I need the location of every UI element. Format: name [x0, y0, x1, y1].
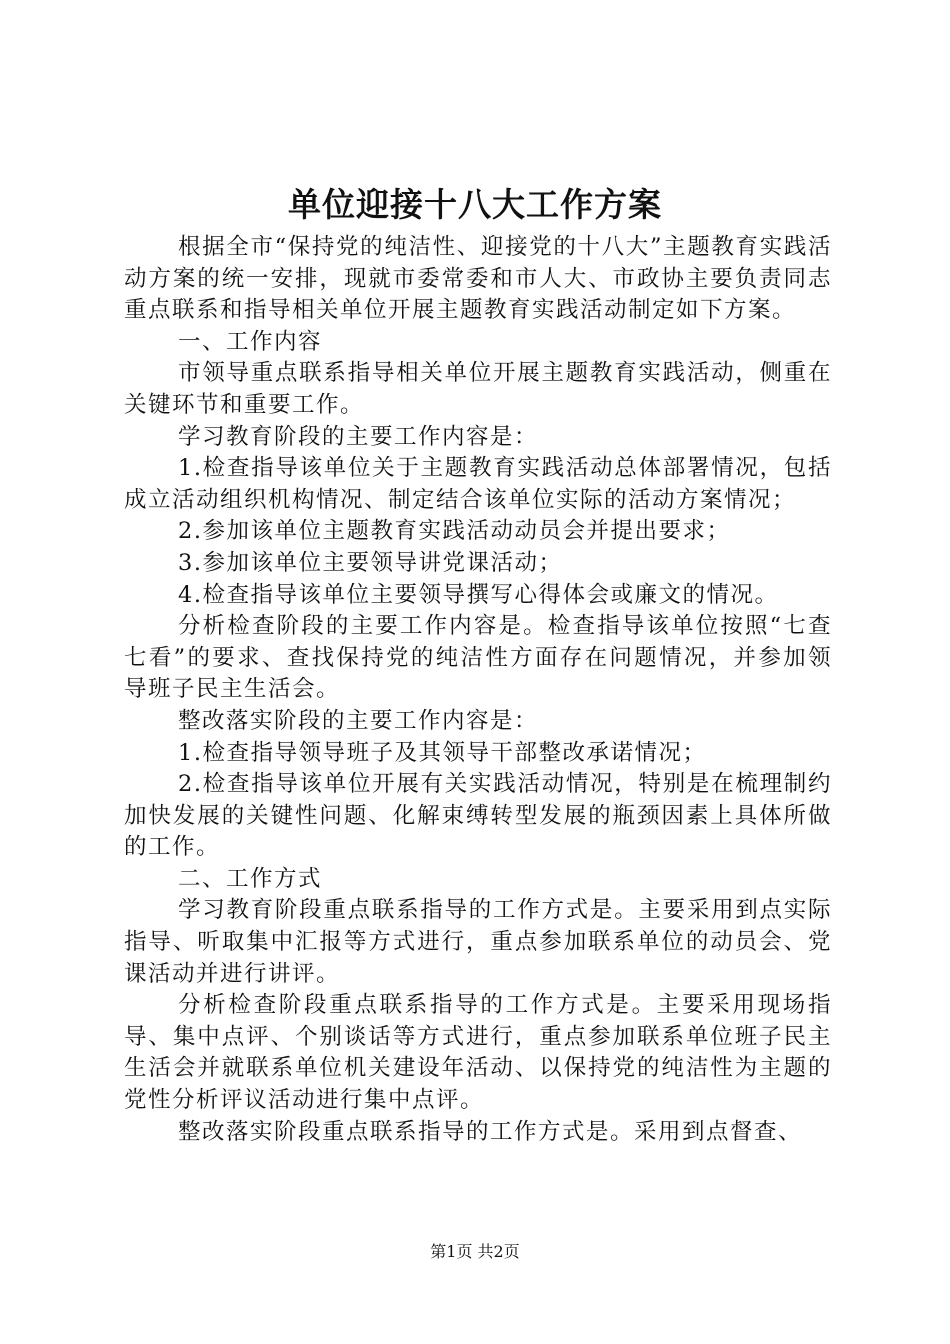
document-body — [124, 232, 832, 1148]
list-item: 1.检查指导该单位关于主题教育实践活动总体部署情况，包括成立活动组织机构情况、制定结合该单位实际的活动方案情况； — [124, 455, 832, 513]
list-item: 3.参加该单位主要领导讲党课活动； — [178, 549, 563, 576]
document-title: 单位迎接十八大工作方案 — [288, 185, 662, 224]
list-item: 2.检查指导该单位开展有关实践活动情况，特别是在梳理制约加快发展的关键性问题、化解束缚转型发展的瓶颈因素上具体所做的工作。 — [124, 771, 832, 861]
list-item: 2.参加该单位主题教育实践活动动员会并提出要求； — [178, 518, 731, 545]
list-item: 1.检查指导领导班子及其领导干部整改承诺情况； — [178, 739, 707, 766]
paragraph: 整改落实阶段的主要工作内容是： — [178, 707, 539, 734]
paragraph: 分析检查阶段的主要工作内容是。检查指导该单位按照“七查七看”的要求、查找保持党的纯洁性方面存在问题情况，并参加领导班子民主生活会。 — [124, 613, 832, 703]
section-heading-work-content: 一、工作内容 — [178, 328, 323, 355]
paragraph: 整改落实阶段重点联系指导的工作方式是。采用到点督查、 — [178, 1118, 803, 1145]
paragraph-intro: 根据全市“保持党的纯洁性、迎接党的十八大”主题教育实践活动方案的统一安排，现就市委常委和市人大、市政协主要负责同志重点联系和指导相关单位开展主题教育实践活动制定如下方案。 — [124, 234, 832, 324]
paragraph: 学习教育阶段重点联系指导的工作方式是。主要采用到点实际指导、听取集中汇报等方式进行，重点参加联系单位的动员会、党课活动并进行讲评。 — [124, 897, 832, 987]
section-heading-work-method: 二、工作方式 — [178, 865, 323, 892]
list-item: 4.检查指导该单位主要领导撰写心得体会或廉文的情况。 — [178, 581, 779, 608]
page-footer: 第1页 共2页 — [430, 1242, 520, 1261]
paragraph: 市领导重点联系指导相关单位开展主题教育实践活动，侧重在关键环节和重要工作。 — [124, 360, 832, 418]
paragraph: 分析检查阶段重点联系指导的工作方式是。主要采用现场指导、集中点评、个别谈话等方式进行，重点参加联系单位班子民主生活会并就联系单位机关建设年活动、以保持党的纯洁性为主题的党性分析评议活动进行集中点评。 — [124, 992, 832, 1114]
paragraph: 学习教育阶段的主要工作内容是： — [178, 423, 539, 450]
